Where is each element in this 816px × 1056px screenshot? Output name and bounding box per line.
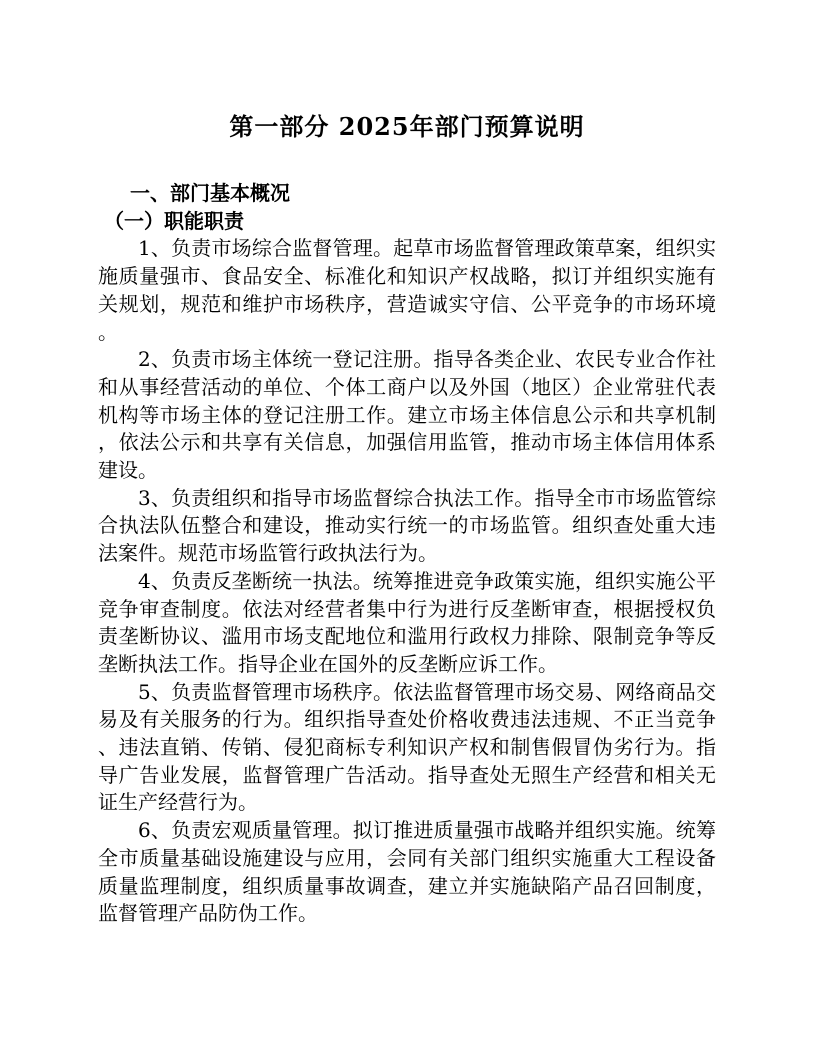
paragraph-duty-2: 2、负责市场主体统一登记注册。指导各类企业、农民专业合作社和从事经营活动的单位、个体工商户以及外国（地区）企业常驻代表机构等市场主体的登记注册工作。建立市场主体信息公示和共享机制，依法公示和共享有关信息，加强信用监管，推动市场主体信用体系建设。: [98, 347, 716, 483]
paragraph-duty-3: 3、负责组织和指导市场监督综合执法工作。指导全市市场监管综合执法队伍整合和建设，推动实行统一的市场监管。组织查处重大违法案件。规范市场监管行政执法行为。: [98, 485, 716, 566]
document-title: 第一部分 2025年部门预算说明: [229, 112, 585, 141]
document-content: [98, 108, 716, 928]
paragraph-duty-6: 6、负责宏观质量管理。拟订推进质量强市战略并组织实施。统筹全市质量基础设施建设与应用，会同有关部门组织实施重大工程设备质量监理制度，组织质量事故调查，建立并实施缺陷产品召回制度，监督管理产品防伪工作。: [98, 818, 716, 926]
paragraph-duty-5: 5、负责监督管理市场秩序。依法监督管理市场交易、网络商品交易及有关服务的行为。组织指导查处价格收费违法违规、不正当竞争、违法直销、传销、侵犯商标专利知识产权和制售假冒伪劣行为。指导广告业发展，监督管理广告活动。指导查处无照生产经营和相关无证生产经营行为。: [98, 679, 716, 815]
section-heading-basic-overview: 一、部门基本概况: [130, 181, 290, 205]
paragraph-duty-4: 4、负责反垄断统一执法。统筹推进竞争政策实施，组织实施公平竞争审查制度。依法对经营者集中行为进行反垄断审查，根据授权负责垄断协议、滥用市场支配地位和滥用行政权力排除、限制竞争等反垄断执法工作。指导企业在国外的反垄断应诉工作。: [98, 568, 716, 676]
subsection-heading-functions-duties: （一）职能职责: [104, 208, 244, 233]
paragraph-duty-1: 1、负责市场综合监督管理。起草市场监督管理政策草案，组织实施质量强市、食品安全、标准化和知识产权战略，拟订并组织实施有关规划，规范和维护市场秩序，营造诚实守信、公平竞争的市场环境。: [98, 236, 716, 344]
